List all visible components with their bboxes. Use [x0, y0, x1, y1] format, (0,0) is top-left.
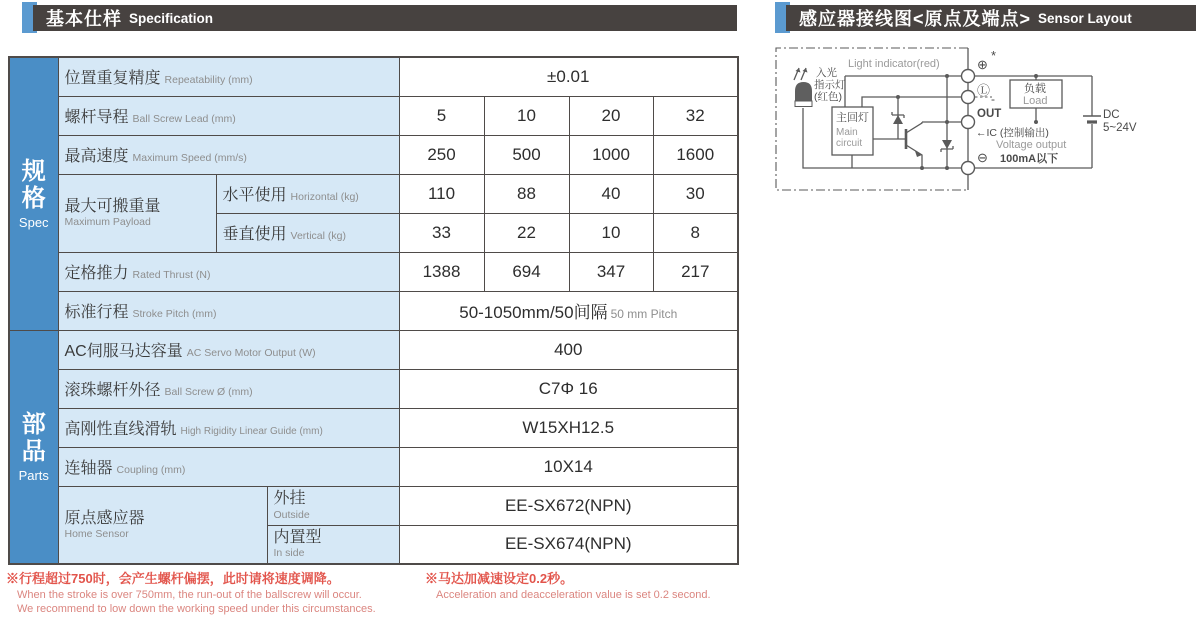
- section-label-parts-zh: 部品: [21, 410, 46, 466]
- minus-mark: -: [991, 92, 995, 106]
- terminal-light-circle: [962, 91, 975, 104]
- label-home-sensor-zh: 原点感应器: [64, 509, 145, 527]
- value-vertical-1: 22: [484, 213, 569, 252]
- spec-header-title-en: Specification: [129, 10, 214, 26]
- section-label-spec-en: Spec: [18, 214, 49, 230]
- sensor-header-title-zh: 感应器接线图<原点及端点>: [799, 9, 1032, 29]
- value-speed-1: 500: [484, 135, 569, 174]
- label-guide-zh: 高刚性直线滑轨: [64, 421, 177, 438]
- table-row: [9, 486, 738, 525]
- value-horizontal-3: 30: [653, 174, 738, 213]
- main-circuit-label-en1: Main: [836, 127, 858, 138]
- junction-dot: [945, 166, 949, 170]
- value-horizontal-0: 110: [399, 174, 484, 213]
- sensor-wiring-diagram: [770, 45, 1200, 215]
- label-payload-horizontal: [216, 174, 399, 213]
- label-coupling-en: Coupling (mm): [116, 464, 186, 476]
- label-home-sensor-en: Home Sensor: [64, 527, 129, 540]
- label-payload-zh: 最大可搬重量: [64, 197, 161, 215]
- label-linear-guide: [58, 408, 399, 447]
- value-repeatability: ±0.01: [399, 57, 738, 96]
- footnote-acceleration: [425, 570, 711, 602]
- plus-terminal-symbol: ⊕: [977, 57, 988, 72]
- value-speed-3: 1600: [653, 135, 738, 174]
- section-label-spec-zh: 规格: [21, 157, 46, 213]
- label-sensor-outside: [267, 486, 399, 525]
- ic-output-note: ←IC (控制输出): [976, 127, 1049, 139]
- voltage-output-note: Voltage output: [996, 139, 1067, 151]
- transistor-collector: [906, 122, 922, 133]
- current-limit-note: 100mA以下: [1000, 153, 1059, 165]
- label-motor-zh: AC伺服马达容量: [64, 343, 183, 360]
- label-payload-en: Maximum Payload: [64, 216, 151, 229]
- value-thrust-3: 217: [653, 252, 738, 291]
- value-stroke: [399, 291, 738, 330]
- value-vertical-0: 33: [399, 213, 484, 252]
- value-ball-screw-dia: C7Φ 16: [399, 369, 738, 408]
- junction-dot: [920, 166, 924, 170]
- label-rated-thrust: [58, 252, 399, 291]
- junction-dot: [945, 120, 949, 124]
- value-thrust-2: 347: [569, 252, 653, 291]
- incident-light-label-2: 指示灯: [814, 79, 846, 91]
- value-lead-0: 5: [399, 96, 484, 135]
- label-lead-en: Ball Screw Lead (mm): [132, 113, 236, 125]
- label-thrust-en: Rated Thrust (N): [132, 269, 211, 281]
- value-servo-output: 400: [399, 330, 738, 369]
- incident-light-label-1: 入光: [816, 67, 837, 79]
- label-thrust-zh: 定格推力: [64, 265, 129, 282]
- footnote-stroke-warning: [6, 570, 376, 617]
- label-outside-en: Outside: [273, 508, 310, 521]
- value-thrust-0: 1388: [399, 252, 484, 291]
- load-label-en: Load: [1023, 95, 1048, 107]
- label-lead-zh: 螺杆导程: [64, 109, 129, 126]
- label-home-sensor: [58, 486, 267, 564]
- right-zener-triangle: [942, 140, 952, 149]
- label-screw-dia-en: Ball Screw Ø (mm): [164, 386, 253, 398]
- label-horizontal-zh: 水平使用: [222, 187, 287, 204]
- label-outside-zh: 外挂: [273, 490, 306, 508]
- label-horizontal-en: Horizontal (kg): [290, 191, 359, 203]
- label-inside-zh: 内置型: [273, 529, 322, 547]
- dc-label: DC: [1103, 109, 1120, 121]
- label-vertical-en: Vertical (kg): [290, 230, 346, 242]
- label-max-speed: [58, 135, 399, 174]
- terminal-out-circle: [962, 116, 975, 129]
- table-row: [9, 96, 738, 135]
- spec-header-title-zh: 基本仕样: [46, 9, 122, 29]
- neg-terminal-symbol: ⊖: [977, 150, 988, 165]
- label-ball-screw-dia: [58, 369, 399, 408]
- value-horizontal-1: 88: [484, 174, 569, 213]
- section-label-parts-en: Parts: [18, 467, 49, 483]
- table-row: [9, 330, 738, 369]
- label-ball-screw-lead: [58, 96, 399, 135]
- value-vertical-3: 8: [653, 213, 738, 252]
- left-zener-triangle: [893, 115, 903, 124]
- label-stroke-zh: 标准行程: [64, 304, 129, 321]
- value-sensor-outside: EE-SX672(NPN): [399, 486, 738, 525]
- value-sensor-inside: EE-SX674(NPN): [399, 525, 738, 564]
- table-row: [9, 252, 738, 291]
- sensor-header-bar: [786, 5, 1196, 31]
- label-stroke-pitch: [58, 291, 399, 330]
- table-row: [9, 174, 738, 213]
- label-repeatability: [58, 57, 399, 96]
- dc-voltage-range: 5~24V: [1103, 122, 1137, 134]
- label-sensor-inside: [267, 525, 399, 564]
- table-row: [9, 369, 738, 408]
- incident-light-label-3: (红色): [814, 91, 842, 103]
- section-label-spec: [9, 57, 58, 330]
- spec-header-bar: [33, 5, 737, 31]
- led-icon: [795, 82, 812, 103]
- label-inside-en: In side: [273, 547, 305, 560]
- label-motor-en: AC Servo Motor Output (W): [186, 347, 316, 359]
- label-stroke-en: Stroke Pitch (mm): [132, 308, 217, 320]
- value-coupling: 10X14: [399, 447, 738, 486]
- label-coupling: [58, 447, 399, 486]
- label-coupling-zh: 连轴器: [64, 460, 113, 477]
- junction-dot: [945, 74, 949, 78]
- label-payload-vertical: [216, 213, 399, 252]
- label-speed-en: Maximum Speed (mm/s): [132, 152, 247, 164]
- terminal-neg-circle: [962, 162, 975, 175]
- footnote-right-zh: ※马达加减速设定0.2秒。: [425, 571, 574, 586]
- label-servo-output: [58, 330, 399, 369]
- table-row: [9, 135, 738, 174]
- value-linear-guide: W15XH12.5: [399, 408, 738, 447]
- label-screw-dia-zh: 滚珠螺杆外径: [64, 382, 161, 399]
- value-thrust-1: 694: [484, 252, 569, 291]
- light-indicator-label: Light indicator(red): [848, 58, 940, 70]
- label-max-payload: [58, 174, 216, 252]
- footnote-right-en1: Acceleration and deacceleration value is set 0.2 second.: [436, 588, 711, 601]
- table-row: [9, 57, 738, 96]
- led-base: [795, 101, 812, 107]
- value-horizontal-2: 40: [569, 174, 653, 213]
- value-speed-2: 1000: [569, 135, 653, 174]
- value-lead-3: 32: [653, 96, 738, 135]
- value-stroke-en: 50 mm Pitch: [610, 307, 678, 321]
- main-circuit-label-zh: 主回灯: [836, 112, 869, 124]
- section-label-parts: [9, 330, 58, 564]
- value-speed-0: 250: [399, 135, 484, 174]
- label-repeatability-zh: 位置重复精度: [64, 70, 161, 88]
- label-repeatability-en: Repeatability (mm): [164, 74, 253, 87]
- value-stroke-zh: 50-1050mm/50间隔: [459, 303, 608, 322]
- table-row: [9, 447, 738, 486]
- terminal-plus-circle: [962, 70, 975, 83]
- value-lead-2: 20: [569, 96, 653, 135]
- load-label-zh: 负载: [1024, 83, 1046, 95]
- specification-table: [8, 56, 739, 565]
- out-terminal-label: OUT: [977, 108, 1002, 120]
- label-speed-zh: 最高速度: [64, 148, 129, 165]
- light-terminal-symbol: Ⓛ: [977, 83, 991, 98]
- asterisk-mark: *: [991, 48, 997, 63]
- value-vertical-2: 10: [569, 213, 653, 252]
- table-row: [9, 408, 738, 447]
- transistor-emitter: [906, 145, 922, 168]
- footnote-left-zh: ※行程超过750时，会产生螺杆偏摆，此时请将速度调降。: [6, 571, 340, 586]
- footnote-left-en2: We recommend to low down the working speed under this circumstances.: [17, 603, 376, 616]
- label-vertical-zh: 垂直使用: [222, 226, 287, 243]
- sensor-header-title-en: Sensor Layout: [1038, 10, 1132, 26]
- value-lead-1: 10: [484, 96, 569, 135]
- table-row: [9, 291, 738, 330]
- main-circuit-label-en2: circuit: [836, 138, 863, 149]
- label-guide-en: High Rigidity Linear Guide (mm): [180, 426, 323, 437]
- footnote-left-en1: When the stroke is over 750mm, the run-out of the ballscrew will occur.: [17, 588, 362, 601]
- junction-dot: [896, 95, 900, 99]
